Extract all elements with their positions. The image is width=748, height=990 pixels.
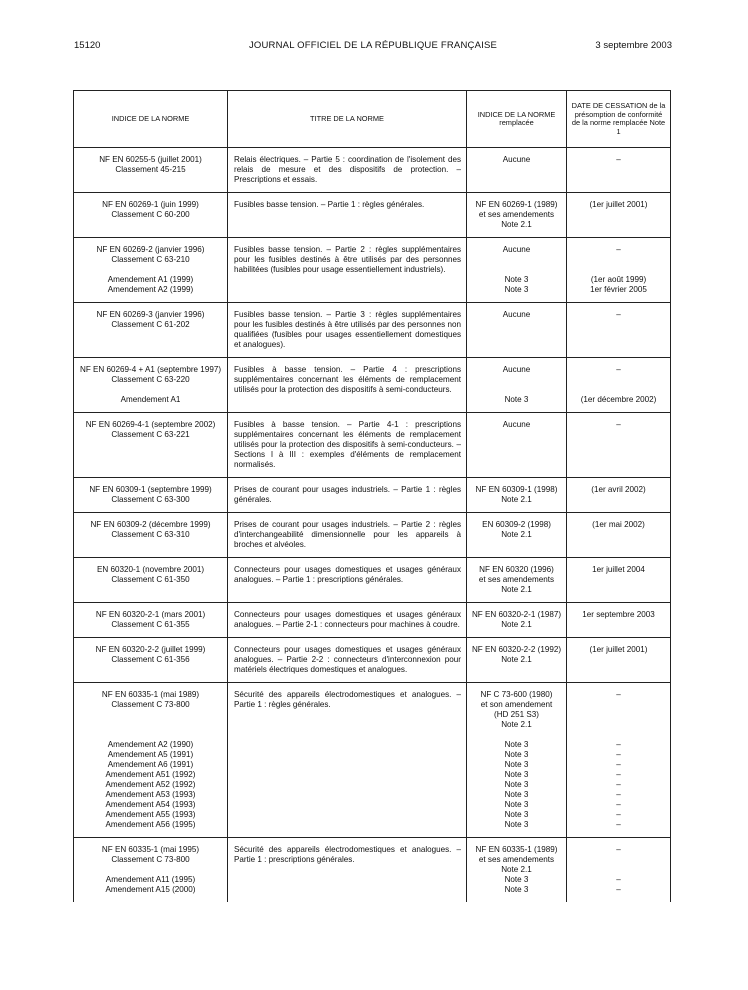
cell-date-cessation (567, 603, 671, 638)
cell-date-cessation (567, 413, 671, 478)
blank-line (78, 265, 223, 275)
indice-line: Classement C 60-200 (111, 210, 190, 219)
indice-line: Amendement A56 (1995) (105, 820, 196, 829)
blank-line (571, 255, 666, 265)
cell-indice (74, 558, 228, 603)
indice-line: NF EN 60269-1 (juin 1999) (102, 200, 199, 209)
blank-line (471, 385, 562, 395)
indice-line: NF EN 60269-4-1 (septembre 2002) (85, 420, 216, 429)
indice-line: NF EN 60255-5 (juillet 2001) (99, 155, 202, 164)
date-line: – (616, 875, 621, 884)
cell-date-cessation (567, 303, 671, 358)
remplacee-line: Note 3 (504, 885, 529, 894)
cell-remplacee (467, 638, 567, 683)
date-line: – (616, 810, 621, 819)
date-line: – (616, 155, 621, 164)
blank-line (471, 730, 562, 740)
indice-line: Classement 45-215 (115, 165, 186, 174)
blank-line (571, 265, 666, 275)
remplacee-line: NF EN 60335-1 (1989) (475, 845, 558, 854)
remplacee-line: Note 3 (504, 875, 529, 884)
remplacee-line: Aucune (502, 155, 531, 164)
table-row (74, 513, 671, 558)
blank-line (78, 720, 223, 730)
blank-line (571, 375, 666, 385)
cell-titre: Fusibles à basse tension. – Partie 4-1 : prescriptions supplémentaires concernant les éléments de remplacement utilisés pour la protection des dispositifs à semi-conducteurs. – Sections I à III : exemples d'éléments de remplacement normalisés. (228, 413, 467, 478)
date-line: – (616, 760, 621, 769)
remplacee-line: NF EN 60309-1 (1998) (475, 485, 558, 494)
table-row (74, 558, 671, 603)
cell-indice (74, 303, 228, 358)
date-line: – (616, 245, 621, 254)
blank-line (571, 710, 666, 720)
indice-line: Classement C 73-800 (111, 700, 190, 709)
blank-line (571, 720, 666, 730)
cell-titre: Connecteurs pour usages domestiques et usages généraux analogues. – Partie 2-1 : connecteurs pour machines à coudre. (228, 603, 467, 638)
table-row (74, 478, 671, 513)
remplacee-line: EN 60309-2 (1998) (482, 520, 551, 529)
indice-line: NF EN 60309-1 (septembre 1999) (89, 485, 212, 494)
indice-line: Amendement A6 (1991) (107, 760, 194, 769)
cell-titre: Fusibles basse tension. – Partie 1 : règles générales. (228, 193, 467, 238)
remplacee-line: Aucune (502, 310, 531, 319)
date-line: – (616, 885, 621, 894)
remplacee-line: Note 3 (504, 750, 529, 759)
remplacee-line: Note 2.1 (501, 585, 532, 594)
remplacee-line: Note 3 (504, 275, 529, 284)
indice-line: Classement C 63-221 (111, 430, 190, 439)
remplacee-line: Note 2.1 (501, 530, 532, 539)
cell-titre: Connecteurs pour usages domestiques et usages généraux analogues. – Partie 2-2 : connecteurs d'interconnexion pour matériels électriques domestiques et analogues. (228, 638, 467, 683)
remplacee-line: NF EN 60320-2-1 (1987) (471, 610, 562, 619)
remplacee-line: (HD 251 S3) (494, 710, 539, 719)
remplacee-line: et ses amendements (478, 575, 555, 584)
table-row (74, 638, 671, 683)
cell-indice (74, 683, 228, 838)
indice-line: Classement C 63-220 (111, 375, 190, 384)
cell-date-cessation (567, 638, 671, 683)
cell-date-cessation (567, 148, 671, 193)
blank-line (78, 710, 223, 720)
cell-date-cessation (567, 478, 671, 513)
cell-indice (74, 638, 228, 683)
page-header (74, 40, 672, 54)
blank-line (571, 385, 666, 395)
remplacee-line: Aucune (502, 245, 531, 254)
cell-remplacee (467, 303, 567, 358)
indice-line: NF EN 60320-2-1 (mars 2001) (95, 610, 206, 619)
cell-date-cessation (567, 193, 671, 238)
cell-titre: Connecteurs pour usages domestiques et usages généraux analogues. – Partie 1 : prescriptions générales. (228, 558, 467, 603)
cell-date-cessation (567, 238, 671, 303)
date-line: 1er juillet 2004 (592, 565, 645, 574)
indice-line: Classement C 63-210 (111, 255, 190, 264)
table-row (74, 303, 671, 358)
date-line: (1er juillet 2001) (589, 645, 648, 654)
remplacee-line: NF EN 60320-2-2 (1992) (471, 645, 562, 654)
date-line: – (616, 820, 621, 829)
indice-line: NF EN 60269-2 (janvier 1996) (96, 245, 205, 254)
cell-remplacee (467, 838, 567, 903)
remplacee-line: Note 3 (504, 760, 529, 769)
cell-date-cessation (567, 558, 671, 603)
cell-remplacee (467, 513, 567, 558)
cell-remplacee (467, 193, 567, 238)
journal-title: JOURNAL OFFICIEL DE LA RÉPUBLIQUE FRANÇAISE (248, 40, 498, 51)
indice-line: Amendement A53 (1993) (105, 790, 196, 799)
table-row (74, 683, 671, 838)
date-line: (1er mai 2002) (592, 520, 645, 529)
indice-line: NF EN 60320-2-2 (juillet 1999) (95, 645, 206, 654)
date-line: (1er avril 2002) (591, 485, 646, 494)
cell-date-cessation (567, 513, 671, 558)
indice-line: NF EN 60335-1 (mai 1995) (101, 845, 200, 854)
date-line: – (616, 690, 621, 699)
remplacee-line: Note 2.1 (501, 620, 532, 629)
blank-line (571, 865, 666, 875)
cell-titre: Prises de courant pour usages industriels. – Partie 1 : règles générales. (228, 478, 467, 513)
cell-remplacee (467, 238, 567, 303)
cell-titre: Fusibles à basse tension. – Partie 4 : prescriptions supplémentaires concernant les éléments de remplacement utilisés pour la protection des dispositifs à semi-conducteurs. (228, 358, 467, 413)
indice-line: Amendement A54 (1993) (105, 800, 196, 809)
cell-indice (74, 513, 228, 558)
remplacee-line: NF C 73-600 (1980) (480, 690, 553, 699)
blank-line (471, 255, 562, 265)
page-number: 15120 (74, 40, 101, 51)
table-row (74, 413, 671, 478)
column-header-indice: INDICE DE LA NORME (74, 91, 228, 148)
date-line: – (616, 750, 621, 759)
indice-line: Classement C 73-800 (111, 855, 190, 864)
remplacee-line: Note 3 (504, 780, 529, 789)
date-line: – (616, 365, 621, 374)
table-row (74, 603, 671, 638)
indice-line: Classement C 61-350 (111, 575, 190, 584)
cell-date-cessation (567, 683, 671, 838)
standards-table (73, 90, 671, 902)
cell-titre: Fusibles basse tension. – Partie 2 : règles supplémentaires pour les fusibles destinés à être utilisés par des personnes habilitées (fusibles pour usage essentiellement industriels). (228, 238, 467, 303)
remplacee-line: Note 2.1 (501, 655, 532, 664)
date-line: 1er février 2005 (590, 285, 647, 294)
date-line: – (616, 740, 621, 749)
cell-date-cessation (567, 838, 671, 903)
table-row (74, 238, 671, 303)
indice-line: NF EN 60269-3 (janvier 1996) (96, 310, 205, 319)
remplacee-line: Note 3 (504, 740, 529, 749)
cell-remplacee (467, 358, 567, 413)
indice-line: NF EN 60335-1 (mai 1989) (101, 690, 200, 699)
table-row (74, 148, 671, 193)
indice-line: Classement C 61-356 (111, 655, 190, 664)
remplacee-line: Note 3 (504, 395, 529, 404)
cell-date-cessation (567, 358, 671, 413)
cell-remplacee (467, 558, 567, 603)
blank-line (78, 385, 223, 395)
indice-line: Classement C 63-300 (111, 495, 190, 504)
cell-titre: Sécurité des appareils électrodomestiques et analogues. – Partie 1 : règles générales. (228, 683, 467, 838)
date-line: – (616, 845, 621, 854)
cell-indice (74, 358, 228, 413)
date-line: – (616, 790, 621, 799)
indice-line: Amendement A51 (1992) (105, 770, 196, 779)
indice-line: NF EN 60269-4 + A1 (septembre 1997) (79, 365, 222, 374)
remplacee-line: Note 2.1 (501, 720, 532, 729)
remplacee-line: Note 2.1 (501, 220, 532, 229)
remplacee-line: Note 3 (504, 770, 529, 779)
indice-line: EN 60320-1 (novembre 2001) (96, 565, 205, 574)
cell-remplacee (467, 478, 567, 513)
blank-line (471, 265, 562, 275)
remplacee-line: Aucune (502, 365, 531, 374)
remplacee-line: Note 2.1 (501, 865, 532, 874)
indice-line: Amendement A1 (120, 395, 181, 404)
date-line: – (616, 800, 621, 809)
date-line: – (616, 770, 621, 779)
remplacee-line: Note 3 (504, 820, 529, 829)
remplacee-line: NF EN 60269-1 (1989) (475, 200, 558, 209)
date-line: – (616, 780, 621, 789)
indice-line: Amendement A2 (1999) (107, 285, 194, 294)
cell-titre: Prises de courant pour usages industriels. – Partie 2 : règles d'interchangeabilité dimensionnelle pour les appareils à broches et alvéoles. (228, 513, 467, 558)
remplacee-line: Note 3 (504, 800, 529, 809)
remplacee-line: Note 3 (504, 790, 529, 799)
table-row (74, 193, 671, 238)
indice-line: Classement C 63-310 (111, 530, 190, 539)
column-header-date-cessation: DATE DE CESSATION de la présomption de conformité de la norme remplacée Note 1 (567, 91, 671, 148)
table-row (74, 838, 671, 903)
cell-indice (74, 478, 228, 513)
cell-indice (74, 413, 228, 478)
cell-remplacee (467, 683, 567, 838)
indice-line: Amendement A1 (1999) (107, 275, 194, 284)
cell-indice (74, 238, 228, 303)
cell-titre: Relais électriques. – Partie 5 : coordination de l'isolement des relais de mesure et des dispositifs de protection. – Prescriptions et essais. (228, 148, 467, 193)
cell-titre: Sécurité des appareils électrodomestiques et analogues. – Partie 1 : prescriptions générales. (228, 838, 467, 903)
cell-remplacee (467, 148, 567, 193)
remplacee-line: Note 3 (504, 810, 529, 819)
cell-indice (74, 603, 228, 638)
date-line: (1er août 1999) (590, 275, 647, 284)
table-row (74, 358, 671, 413)
indice-line: Amendement A5 (1991) (107, 750, 194, 759)
table-body (74, 148, 671, 903)
indice-line: NF EN 60309-2 (décembre 1999) (90, 520, 211, 529)
blank-line (78, 730, 223, 740)
blank-line (78, 865, 223, 875)
cell-remplacee (467, 413, 567, 478)
issue-date: 3 septembre 2003 (595, 40, 672, 51)
cell-indice (74, 838, 228, 903)
blank-line (571, 855, 666, 865)
indice-line: Amendement A55 (1993) (105, 810, 196, 819)
cell-indice (74, 148, 228, 193)
remplacee-line: et ses amendements (478, 210, 555, 219)
indice-line: Amendement A52 (1992) (105, 780, 196, 789)
table-header-row (74, 91, 671, 148)
date-line: – (616, 420, 621, 429)
indice-line: Amendement A15 (2000) (105, 885, 196, 894)
column-header-remplacee: INDICE DE LA NORME remplacée (467, 91, 567, 148)
indice-line: Classement C 61-355 (111, 620, 190, 629)
cell-titre: Fusibles basse tension. – Partie 3 : règles supplémentaires pour les fusibles destinés à être utilisés par des personnes non qualifiées (fusibles pour usages essentiellement domestiques et analogues). (228, 303, 467, 358)
date-line: 1er septembre 2003 (582, 610, 655, 619)
blank-line (571, 730, 666, 740)
indice-line: Classement C 61-202 (111, 320, 190, 329)
date-line: (1er décembre 2002) (580, 395, 657, 404)
column-header-titre: TITRE DE LA NORME (228, 91, 467, 148)
date-line: – (616, 310, 621, 319)
indice-line: Amendement A11 (1995) (105, 875, 196, 884)
blank-line (471, 375, 562, 385)
remplacee-line: Note 2.1 (501, 495, 532, 504)
remplacee-line: NF EN 60320 (1996) (479, 565, 554, 574)
remplacee-line: Note 3 (504, 285, 529, 294)
indice-line: Amendement A2 (1990) (107, 740, 194, 749)
remplacee-line: et ses amendements (478, 855, 555, 864)
blank-line (571, 700, 666, 710)
remplacee-line: Aucune (502, 420, 531, 429)
remplacee-line: et son amendement (480, 700, 553, 709)
date-line: (1er juillet 2001) (589, 200, 648, 209)
cell-indice (74, 193, 228, 238)
cell-remplacee (467, 603, 567, 638)
